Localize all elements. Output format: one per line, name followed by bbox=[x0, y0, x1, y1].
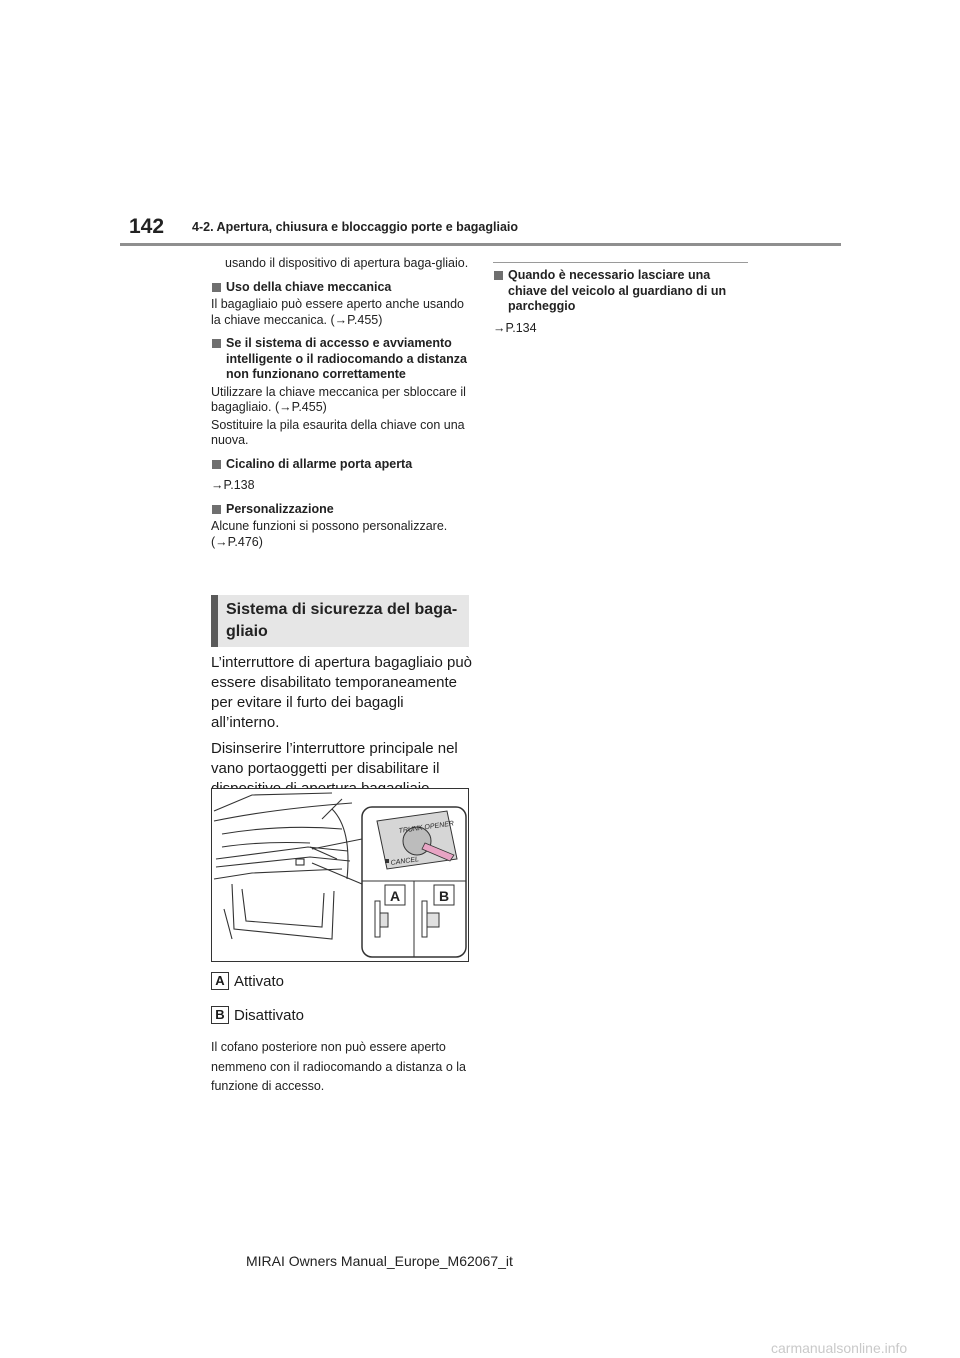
label-letter-box: B bbox=[211, 1006, 229, 1024]
item-text: Il bagagliaio può essere aperto anche usando la chiave meccanica. (→P.455) bbox=[211, 297, 464, 327]
item-heading-text: Uso della chiave meccanica bbox=[226, 279, 392, 294]
chapter-title: 4-2. Apertura, chiusura e bloccaggio porte e bagagliaio bbox=[192, 220, 519, 234]
legend-text: Disattivato bbox=[234, 1006, 305, 1024]
left-column bbox=[211, 256, 469, 552]
legend-item-a bbox=[211, 972, 284, 990]
section-heading-title: Sistema di sicurezza del baga-gliaio bbox=[226, 601, 458, 640]
section-heading-bar bbox=[211, 595, 218, 647]
item-heading bbox=[493, 268, 748, 315]
right-column bbox=[493, 262, 748, 338]
square-bullet-icon bbox=[212, 460, 221, 469]
page-reference-link[interactable]: →P.138 bbox=[211, 478, 255, 492]
item-text: Sostituire la pila esaurita della chiave con una nuova. bbox=[211, 417, 465, 447]
body-paragraph: Disinserire l’interruttore principale nel vano portaoggetti per disabilitare il bbox=[211, 740, 458, 777]
item-heading bbox=[211, 502, 469, 518]
footer-text: MIRAI Owners Manual_Europe_M62067_it bbox=[246, 1253, 513, 1269]
site-watermark: carmanualsonline.info bbox=[771, 1340, 908, 1356]
column-rule bbox=[493, 262, 748, 263]
glovebox-drawing bbox=[212, 789, 468, 961]
glovebox-illustration bbox=[211, 788, 469, 962]
square-bullet-icon bbox=[212, 339, 221, 348]
switch-bottom-label: CANCEL bbox=[390, 856, 420, 867]
header-rule bbox=[120, 243, 841, 246]
legend-item-b bbox=[211, 1006, 304, 1024]
figure-label-b: B bbox=[439, 888, 450, 904]
item-heading-text: Quando è necessario lasciare una chiave del veicolo al guardiano di un parcheggio bbox=[508, 268, 727, 313]
body-paragraph: L’interruttore di apertura bagagliaio può essere disabilitato temporaneamente per evitare il furto dei bagagli all’interno. bbox=[211, 654, 473, 731]
label-letter-box: A bbox=[211, 972, 229, 990]
item-heading bbox=[211, 336, 469, 383]
switch-top-label: TRUNK OPENER bbox=[398, 820, 455, 835]
note-text: Il cofano posteriore non può essere aperto nemmeno con il radiocomando a distanza o la funzione di accesso. bbox=[211, 1040, 467, 1093]
intro-text: usando il dispositivo di apertura baga-gliaio. bbox=[225, 256, 469, 270]
item-text: Alcune funzioni si possono personalizzare. (→P.476) bbox=[211, 519, 448, 549]
legend-text: Attivato bbox=[234, 972, 285, 990]
item-heading bbox=[211, 457, 469, 473]
item-heading-text: Personalizzazione bbox=[226, 501, 334, 516]
square-bullet-icon bbox=[212, 505, 221, 514]
section-body bbox=[211, 653, 473, 805]
item-text: Utilizzare la chiave meccanica per sbloccare il bagagliaio. (→P.455) bbox=[211, 384, 466, 414]
page-reference-link[interactable]: →P.134 bbox=[493, 320, 537, 335]
item-heading bbox=[211, 280, 469, 296]
item-heading-text: Se il sistema di accesso e avviamento intelligente o il radiocomando a distanza non funzionano correttamente bbox=[226, 336, 468, 381]
square-bullet-icon bbox=[212, 283, 221, 292]
figure-label-a: A bbox=[390, 888, 401, 904]
square-bullet-icon bbox=[494, 271, 503, 280]
item-heading-text: Cicalino di allarme porta aperta bbox=[226, 456, 413, 471]
section-heading-box bbox=[211, 595, 469, 647]
page-number: 142 bbox=[129, 215, 165, 238]
